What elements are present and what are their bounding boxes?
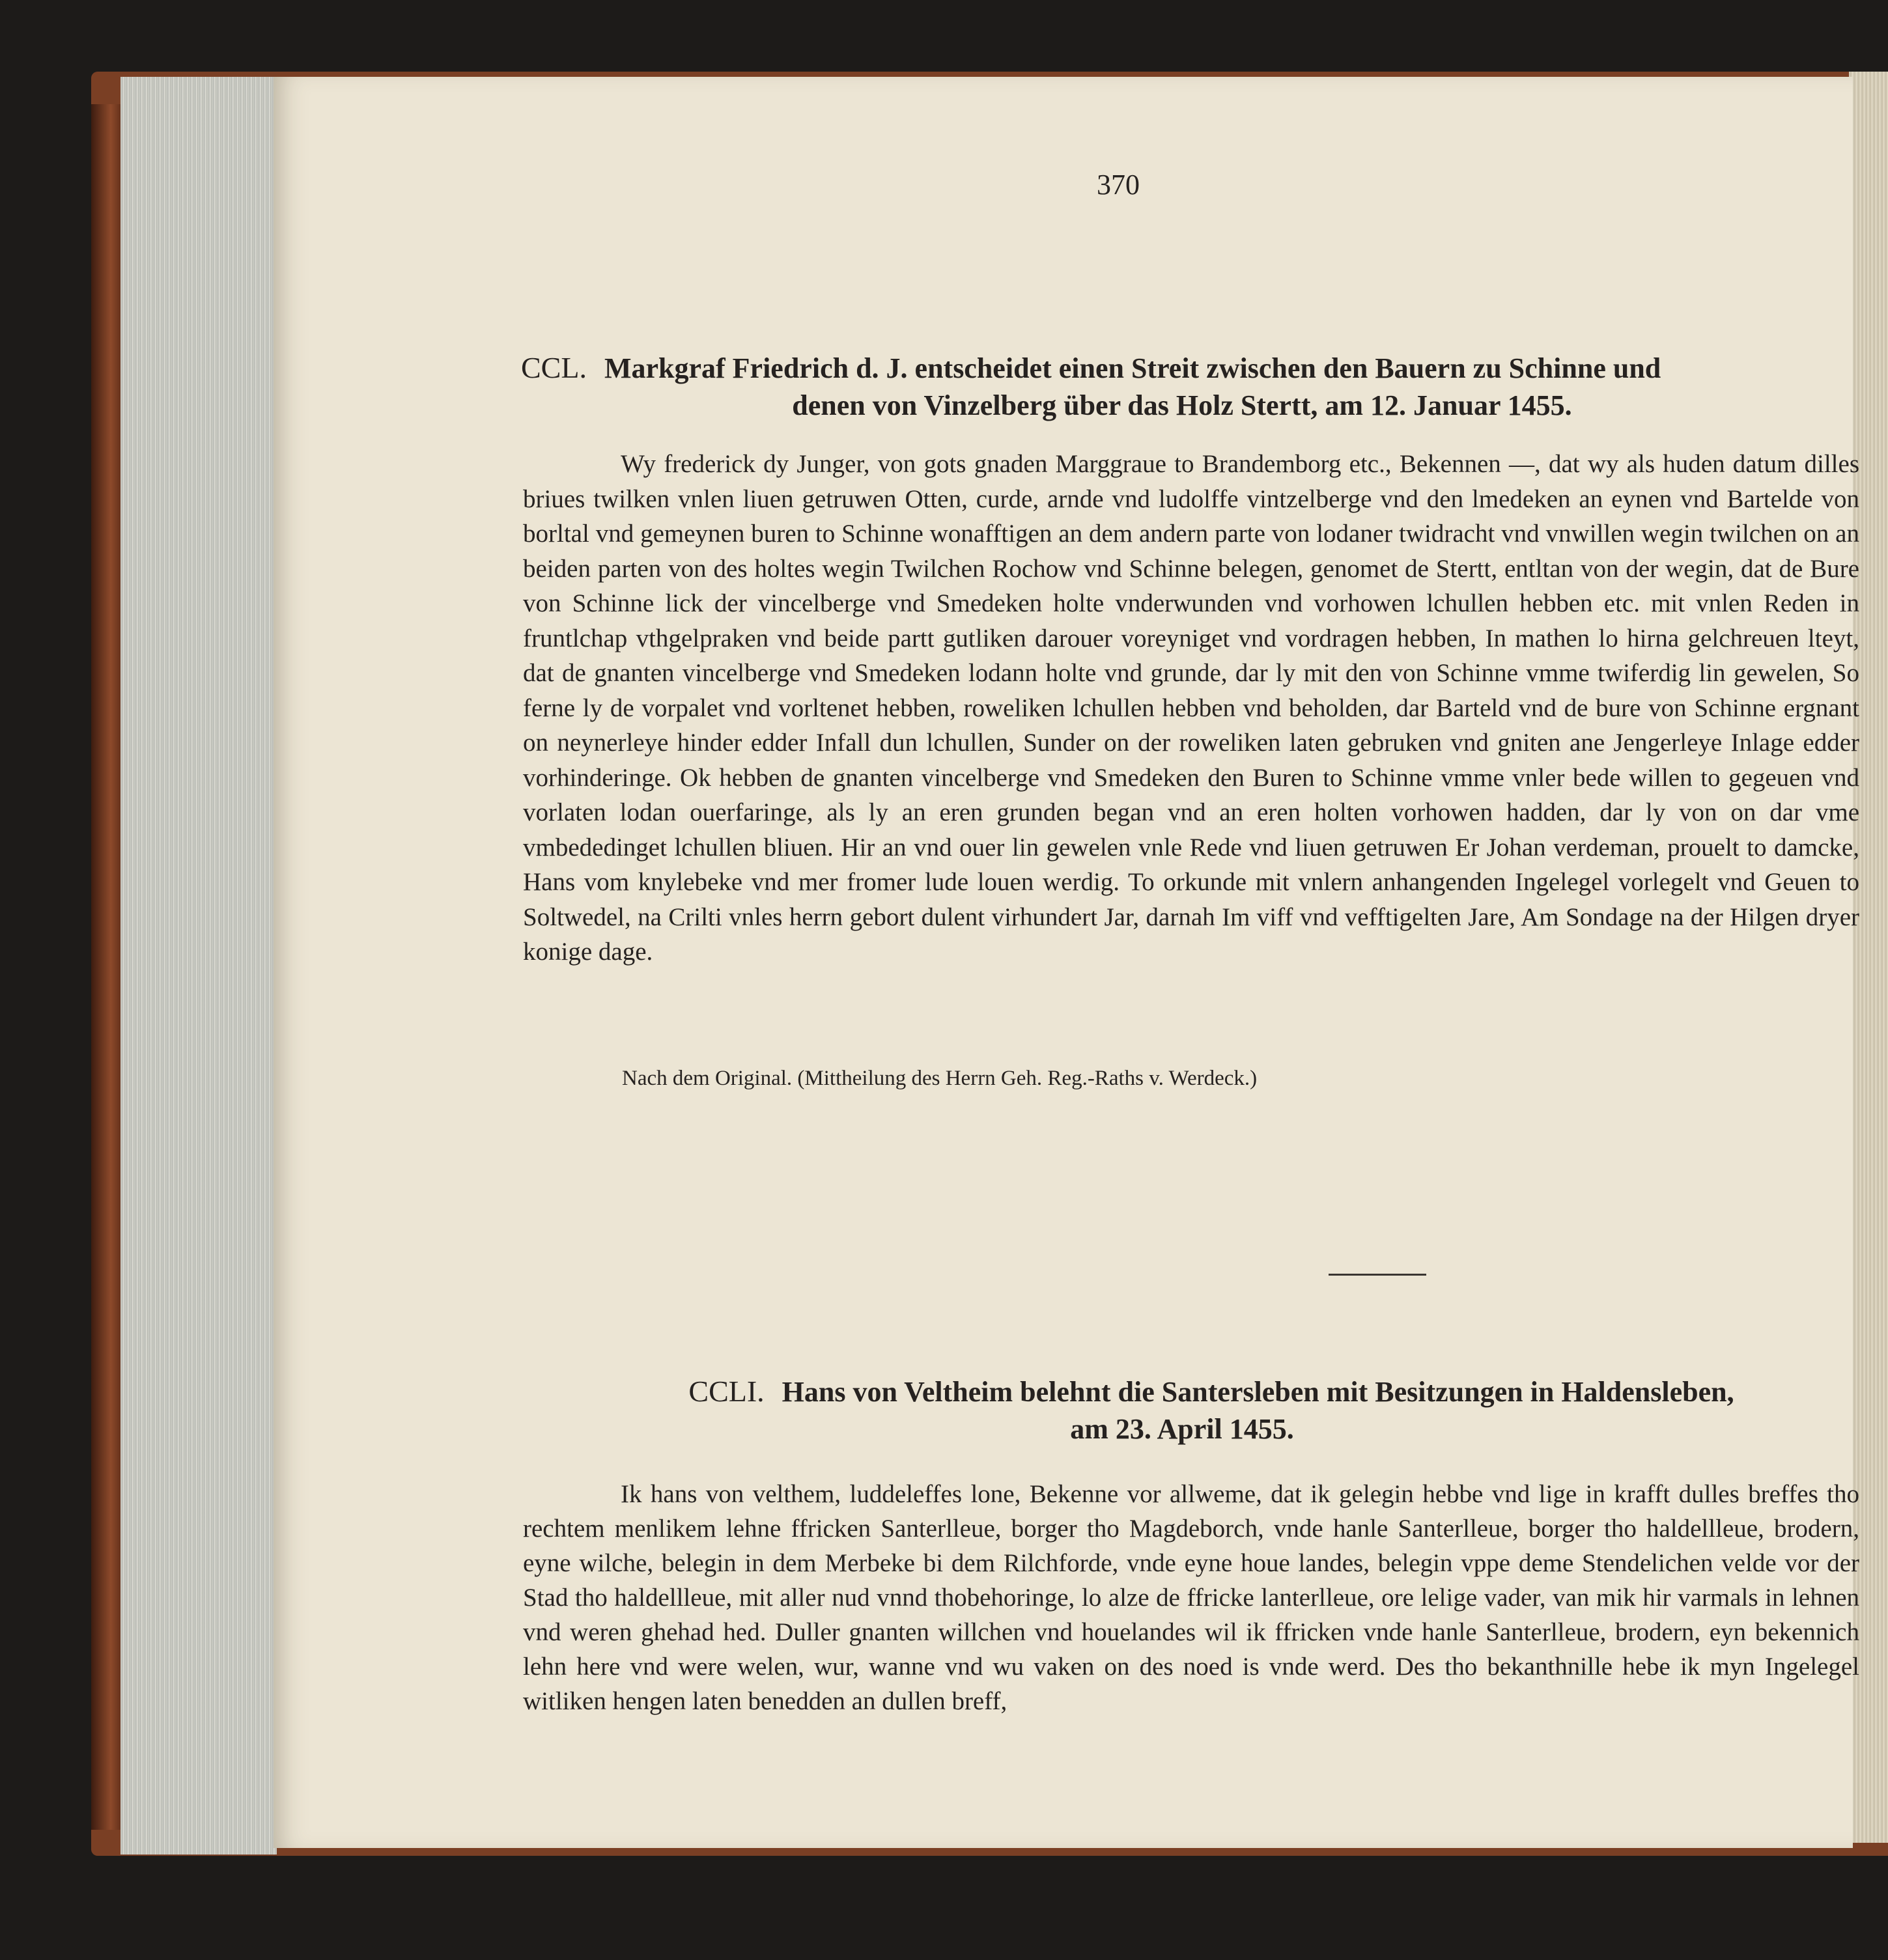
document-1-title-line1: Markgraf Friedrich d. J. entscheidet einen Streit zwischen den Bauern zu Schinne und	[604, 352, 1661, 384]
document-1-number: CCL.	[521, 351, 587, 384]
document-1-source-note: Nach dem Original. (Mittheilung des Herrn Geh. Reg.-Raths v. Werdeck.)	[622, 1067, 1258, 1090]
document-2-heading	[567, 1373, 1856, 1411]
book-spine	[91, 104, 124, 1830]
document-2-title-line1: Hans von Veltheim belehnt die Santersleben mit Besitzungen in Haldensleben,	[782, 1376, 1734, 1408]
page-edges-left	[120, 77, 277, 1855]
document-2-number: CCLI.	[688, 1375, 765, 1408]
page-content	[274, 77, 1859, 1848]
page-number: 370	[1097, 169, 1140, 201]
document-1-heading	[521, 349, 1856, 387]
section-divider	[1329, 1274, 1426, 1276]
document-2-body: Ik hans von velthem, luddeleffes lone, Bekenne vor allweme, dat ik gelegin hebbe vnd lige in krafft dulles breffes tho rechtem menlikem lehne ffricken Santerlleue, borger tho Magdeborch, vnde hanle Santerlleue, borger tho haldellleue, brodern, eyne wilche, belegin in dem Merbeke bi dem Rilchforde, vnde eyne houe landes, belegin vppe deme Stendelichen velde vor der Stad tho haldellleue, mit aller nud vnnd thobehoringe, lo alze de ffricke lanterlleue, ore lelige vader, van mik hir varmals in lehnen vnd weren ghehad hed. Duller gnanten willchen vnd houelandes wil ik ffricken vnde hanle Santerlleue, brodern, eyn bekennich lehn here vnd were welen, wur, wanne vnd wu vaken on des noed is vnde werd. Des tho bekanthnille hebe ik myn Ingelegel witliken hengen laten benedden an dullen breff,	[523, 1480, 1859, 1715]
document-1-title-line2: denen von Vinzelberg über das Holz Stertt, am 12. Januar 1455.	[792, 389, 1572, 421]
document-1-body: Wy frederick dy Junger, von gots gnaden Marggraue to Brandemborg etc., Bekennen —, dat wy als huden datum dilles briues twilken vnlen liuen getruwen Otten, curde, arnde vnd ludolffe vintzelberge vnd den lmedeken an eynen vnd Bartelde von borltal vnd gemeynen buren to Schinne wonafftigen an dem andern parte von lodaner twidracht vnd vnwillen wegin twilchen on an beiden parten von des holtes wegin Twilchen Rochow vnd Schinne belegen, genomet de Stertt, entltan von der wegin, dat de Bure von Schinne lick der vincelberge vnd Smedeken holte vnderwunden vnd vorhowen lchullen hebben etc. mit vnlen Reden in fruntlchap vthgelpraken vnd beide partt gutliken darouer voreyniget vnd vordragen hebben, In mathen lo hirna gelchreuen lteyt, dat de gnanten vincelberge vnd Smedeken lodann holte vnd grunde, dar ly mit den von Schinne vmme twiferdig lin gewelen, So ferne ly de vorpalet vnd vorltenet hebben, roweliken lchullen hebben vnd beholden, dar Barteld vnd de bure von Schinne ergnant on neynerleye hinder edder Infall dun lchullen, Sunder on der roweliken laten gebruken vnd gniten ane Jengerleye Inlage edder vorhinderinge. Ok hebben de gnanten vincelberge vnd Smedeken den Buren to Schinne vmme vnler bede willen to gegeuen vnd vorlaten lodan ouerfaringe, als ly an eren grunden began vnd an eren holten vorhowen hadden, dar ly von on dar vme vmbededinget lchullen bliuen. Hir an vnd ouer lin gewelen vnle Rede vnd liuen getruwen Er Johan verdeman, prouelt to damcke, Hans vom knylebeke vnd mer fromer lude louen werdig. To orkunde mit vnlern anhangenden Ingelegel vorlegelt vnd Geuen to Soltwedel, na Crilti vnles herrn gebort dulent virhundert Jar, darnah Im viff vnd vefftigelten Jare, Am Sondage na der Hilgen dryer konige dage.	[523, 450, 1859, 966]
document-2-title-line2: am 23. April 1455.	[1070, 1413, 1294, 1445]
book-page	[274, 77, 1859, 1848]
